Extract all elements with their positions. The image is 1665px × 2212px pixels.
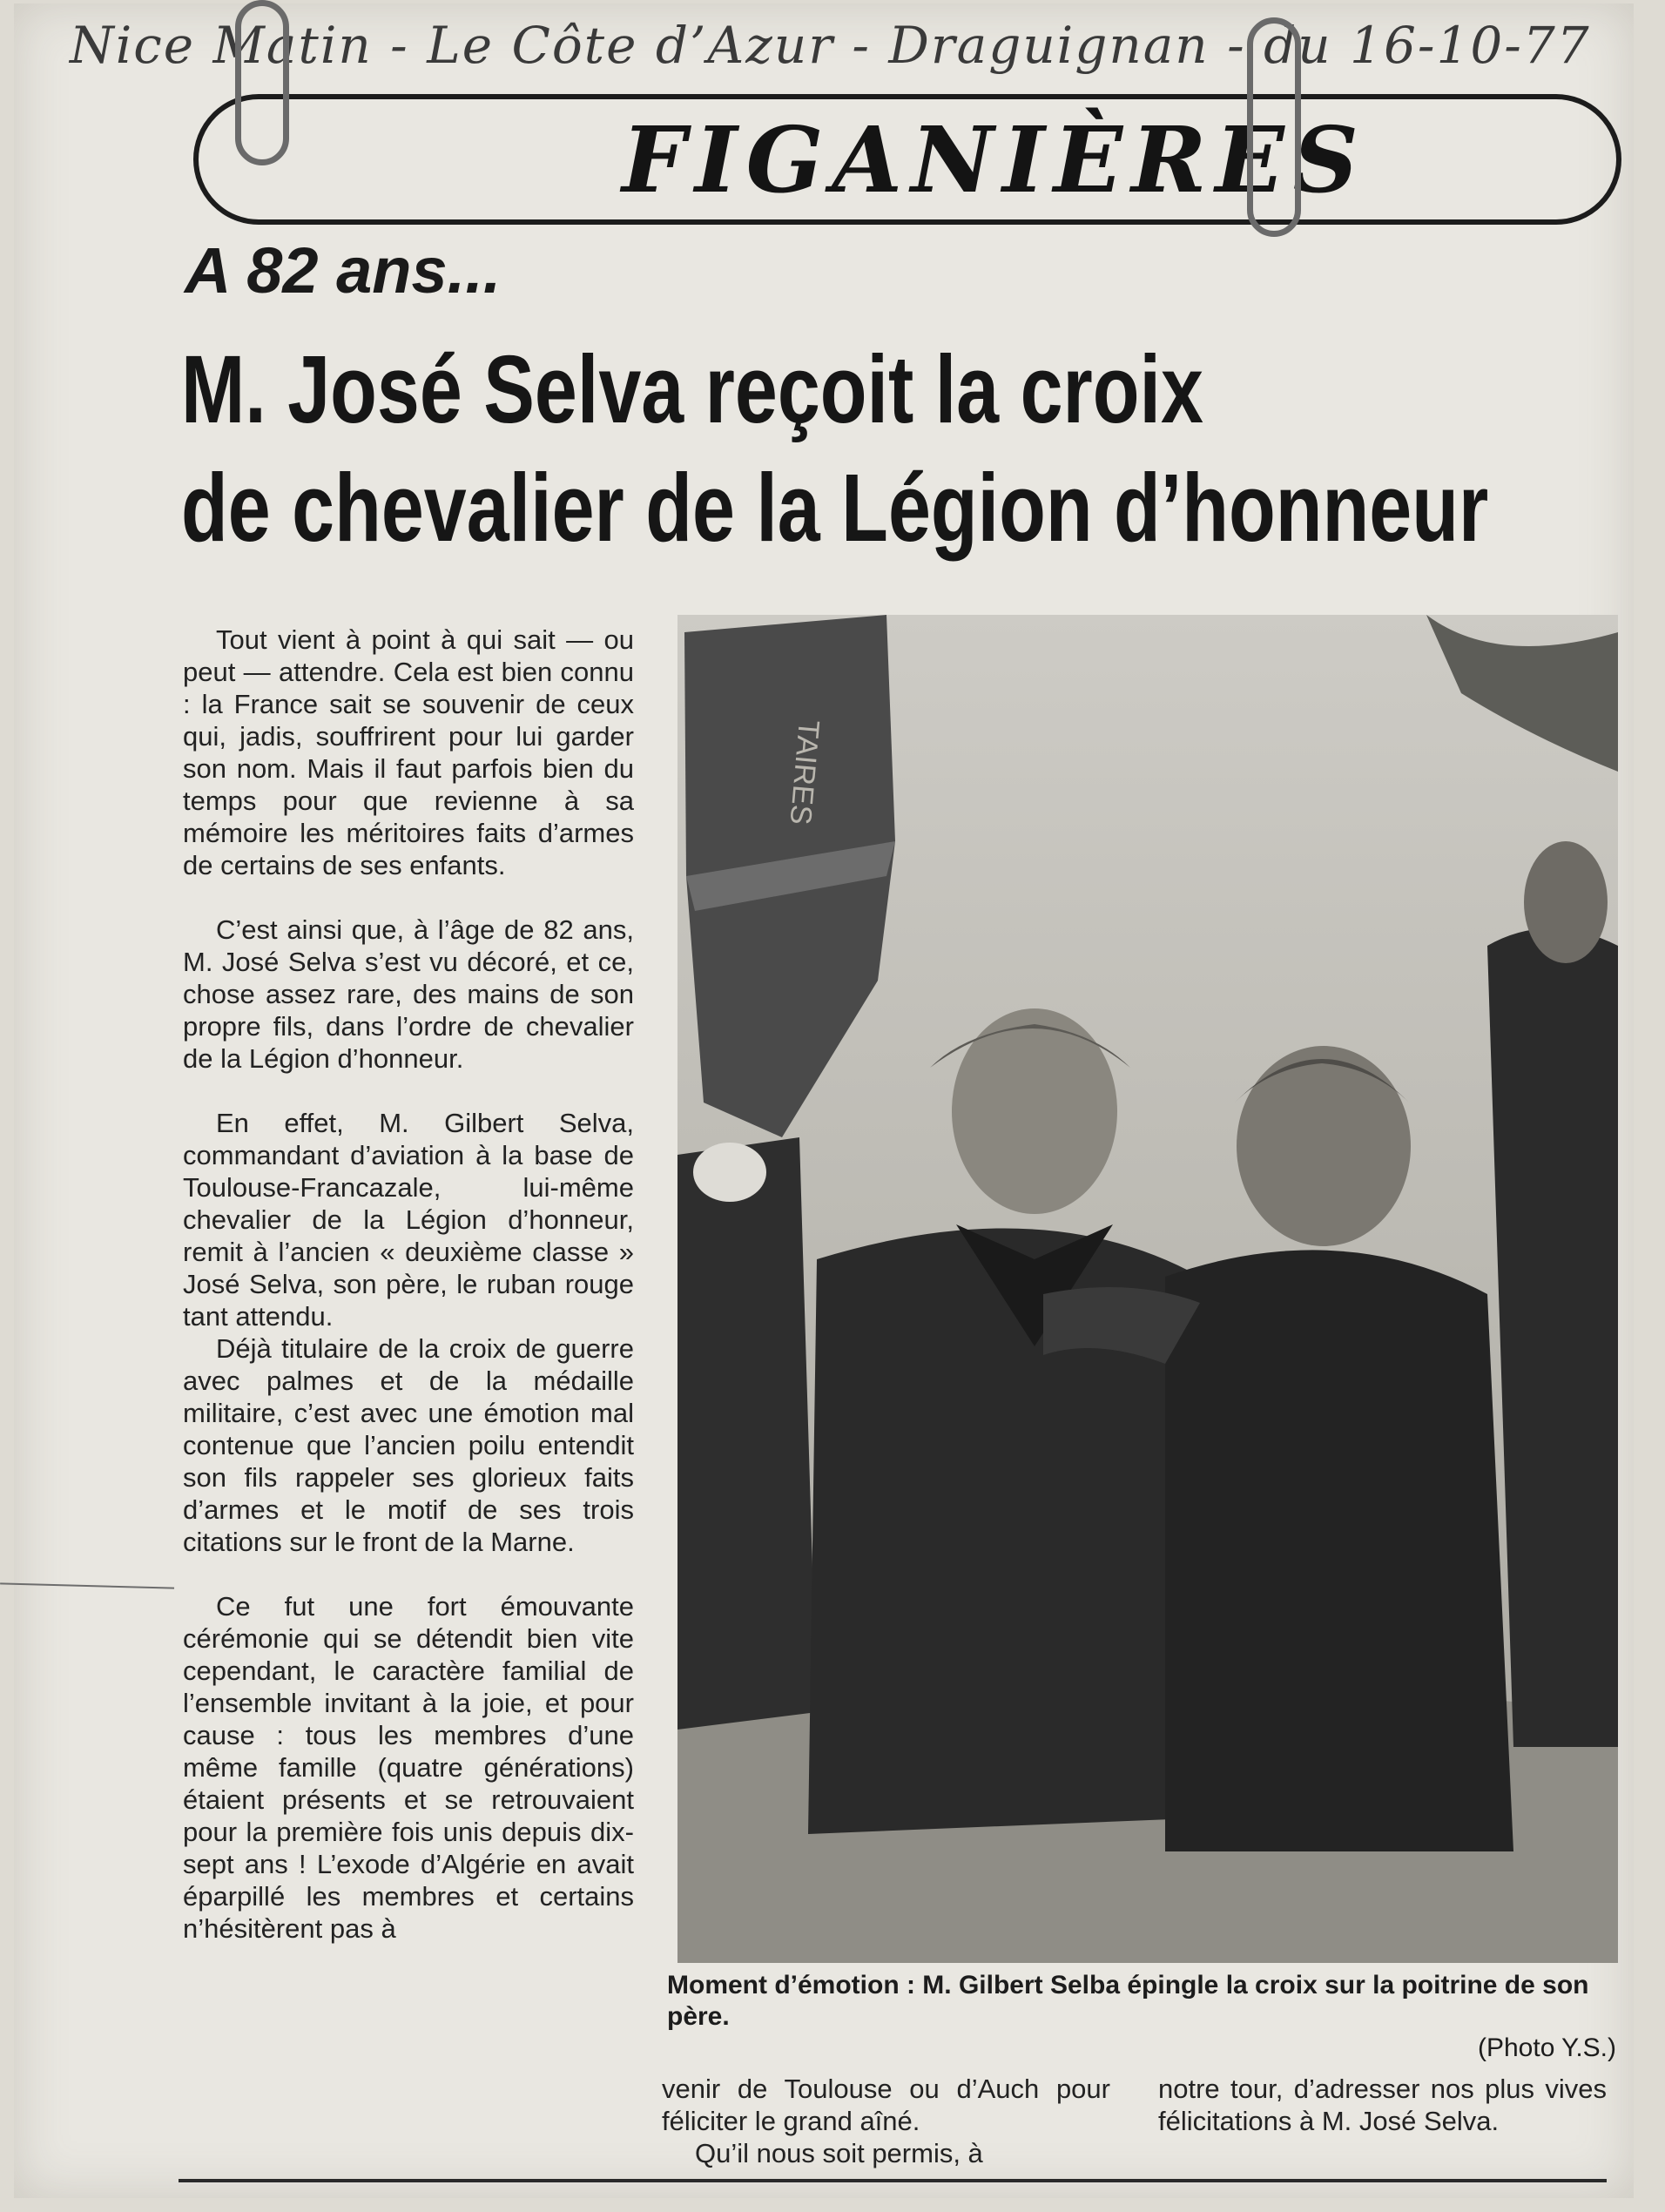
article-column-1: [183, 624, 634, 1977]
section-banner: [193, 94, 1621, 225]
paper-clip-left-icon: [235, 0, 289, 165]
paragraph: Qu’il nous soit permis, à: [695, 2138, 983, 2168]
paragraph: notre tour, d’adresser nos plus vives félicitations à M. José Selva.: [1158, 2074, 1607, 2136]
article-column-3: [1158, 2073, 1607, 2169]
paper-clip-right-icon: [1247, 17, 1301, 237]
photo-caption: [667, 1970, 1616, 2064]
headline-line-1: M. José Selva reçoit la croix: [181, 336, 1203, 443]
photo-credit: (Photo Y.S.): [1478, 2033, 1616, 2062]
bottom-rule: [179, 2179, 1607, 2182]
ceremony-photo: [677, 615, 1618, 1963]
article-headline: [181, 331, 1489, 568]
flag-lettering: TAIRES: [783, 718, 826, 826]
article-kicker: A 82 ans...: [185, 234, 502, 307]
handwritten-source-note: Nice Matin - Le Côte d’Azur - Draguignan - du 16-10-77: [70, 16, 1591, 75]
section-banner-title: FIGANIÈRES: [622, 105, 1367, 213]
paragraph: Déjà titulaire de la croix de guerre avec palmes et de la médaille militaire, c’est avec une émotion mal contenue que l’ancien poilu entendit son fils rappeler ses glorieux faits d’armes et le motif de ses trois citations sur le front de la Marne.: [183, 1333, 634, 1557]
paragraph: Tout vient à point à qui sait — ou peut — attendre. Cela est bien connu : la France sait se souvenir de ceux qui, jadis, souffrirent pour lui garder son nom. Mais il faut parfois bien du temps pour que revienne à sa mémoire les méritoires faits d’armes de certains de ses enfants.: [183, 624, 634, 880]
paragraph: C’est ainsi que, à l’âge de 82 ans, M. José Selva s’est vu décoré, et ce, chose assez rare, des mains de son propre fils, dans l’ordre de chevalier de la Légion d’honneur.: [183, 914, 634, 1074]
headline-line-2: de chevalier de la Légion d’honneur: [181, 455, 1489, 562]
paragraph: En effet, M. Gilbert Selva, commandant d’aviation à la base de Toulouse-Francazale, lui-même chevalier de la Légion d’honneur, remit à l’ancien « deuxième classe » José Selva, son père, le ruban rouge tant attendu.: [183, 1108, 634, 1332]
ceremony-photo-illustration: [677, 615, 1618, 1963]
paragraph: venir de Toulouse ou d’Auch pour féliciter le grand aîné.: [662, 2074, 1110, 2136]
paragraph: Ce fut une fort émouvante cérémonie qui se détendit bien vite cependant, le caractère familial de l’ensemble invitant à la joie, et pour cause : tous les membres d’une même famille (quatre générations) étaient présents et se retrouvaient pour la première fois unis depuis dix-sept ans ! L’exode d’Algérie en avait éparpillé les membres et certains n’hésitèrent pas à: [183, 1591, 634, 1944]
photo-caption-text: Moment d’émotion : M. Gilbert Selba épingle la croix sur la poitrine de son père.: [667, 1971, 1589, 2031]
